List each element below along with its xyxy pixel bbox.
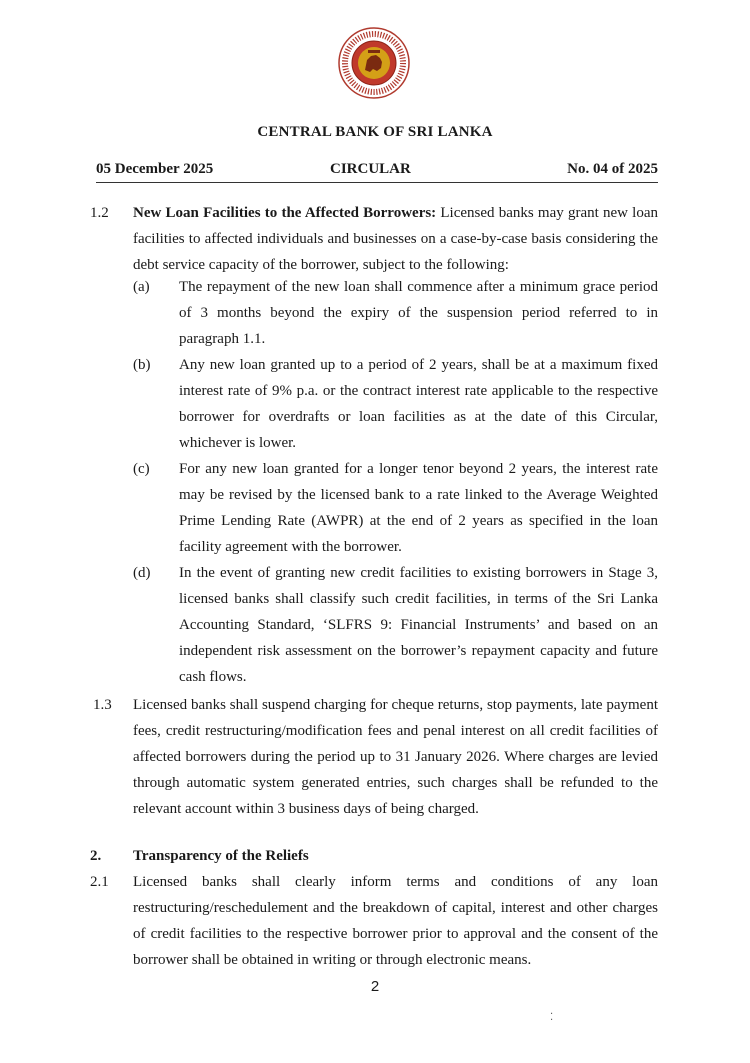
paragraph-number: 2.1	[90, 874, 109, 890]
header-divider	[96, 182, 658, 183]
sub-item-text: The repayment of the new loan shall commence after a minimum grace period of 3 months beyond the expiry of the suspension period referred to in paragraph 1.1.	[179, 279, 658, 347]
sub-item-label: (d)	[133, 565, 151, 581]
sub-item-text: Any new loan granted up to a period of 2 years, shall be at a maximum fixed interest rate of 9% p.a. or the contract interest rate applicable to the respective borrower for overdrafts or loan facilities as at the date of this Circular, whichever is lower.	[179, 357, 658, 451]
paragraph-1-3: Licensed banks shall suspend charging for cheque returns, stop payments, late payment fees, credit restructuring/modification fees and penal interest on all credit facilities of affected borrowers during the period up to 31 January 2026. Where charges are levied through automatic system generated entries, such charges shall be refunded to the relevant account within 3 business days of being charged.	[133, 697, 658, 817]
circular-number: No. 04 of 2025	[567, 161, 658, 177]
paragraph-2-1: Licensed banks shall clearly inform terms and conditions of any loan restructuring/reschedulement and the breakdown of capital, interest and other charges of credit facilities to the respective borrower prior to approval and the consent of the borrower shall be obtained in writing or through electronic means.	[133, 874, 658, 968]
sub-item-label: (c)	[133, 461, 150, 477]
section-heading: Transparency of the Reliefs	[133, 848, 309, 864]
paragraph-heading: New Loan Facilities to the Affected Borrowers:	[133, 205, 437, 221]
scan-artifact: ⁚	[550, 1012, 554, 1023]
paragraph-text: Licensed banks may grant new loan facilities to affected individuals and businesses on a case-by-case basis considering the debt service capacity of the borrower, subject to the following:	[133, 205, 658, 273]
organization-title: CENTRAL BANK OF SRI LANKA	[257, 124, 493, 140]
central-bank-seal-logo	[337, 26, 411, 100]
paragraph-1-2	[133, 200, 658, 278]
sub-item-label: (b)	[133, 357, 151, 373]
circular-date: 05 December 2025	[96, 161, 214, 177]
paragraph-number: 1.3	[93, 697, 112, 713]
sub-item-text: For any new loan granted for a longer tenor beyond 2 years, the interest rate may be revised by the licensed bank to a rate linked to the Average Weighted Prime Lending Rate (AWPR) at the end of 2 years as specified in the loan facility agreement with the borrower.	[179, 461, 658, 555]
page-number: 2	[370, 978, 380, 995]
section-number: 2.	[90, 848, 102, 864]
sub-item-label: (a)	[133, 279, 150, 295]
paragraph-number: 1.2	[90, 205, 109, 221]
document-type: CIRCULAR	[330, 161, 411, 177]
sub-item-text: In the event of granting new credit facilities to existing borrowers in Stage 3, licensed banks shall classify such credit facilities, in terms of the Sri Lanka Accounting Standard, ‘SLFRS 9: Financial Instruments’ and based on an independent risk assessment on the borrower’s repayment capacity and future cash flows.	[179, 565, 658, 685]
